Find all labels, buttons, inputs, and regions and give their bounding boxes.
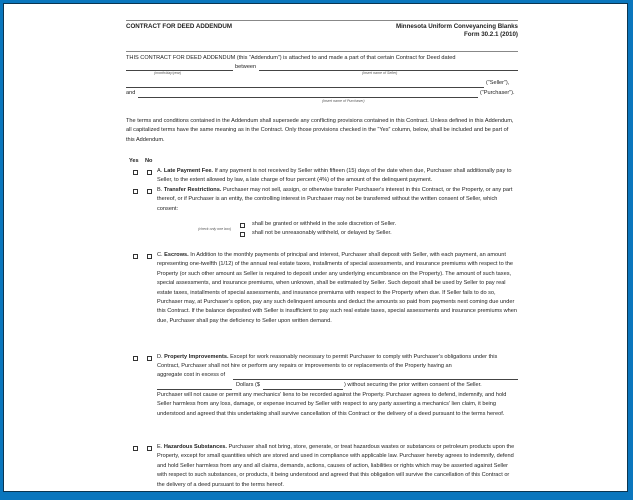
provision-c-text: In Addition to the monthly payments of principal and interest, Purchaser shall deposit with Seller, with each payment, an amount representing one-twelfth (1/12) of the annual real estate taxes, installments of special assessments, and insurance premiums with respect to the Property (or such other amount as Seller is required to deposit under any underlying encumbrance on the Property). The amount of such taxes, special assessments, and insurance premiums, when unknown, shall be estimated by Seller. Such deposit shall be used by Seller to pay real estate taxes, installments of special assessments, and insurance premiums with respect to the Property when due. If Seller fails to do so, Purchaser may, at Purchaser's option, pay any such delinquent amounts and deduct the amounts so paid from payments next coming due under this Contract. If the balance deposited with Seller is insufficient to pay such real estate taxes, special assessments and insurance premiums when due, Purchaser shall pay the deficiency to Seller upon written demand. xyxy=(157,252,517,324)
provision-d-title: Property Improvements. xyxy=(164,354,229,360)
date-hint: (month/day/year) xyxy=(154,71,182,75)
provision-c xyxy=(157,251,517,326)
provision-a-title: Late Payment Fee. xyxy=(163,168,213,174)
provision-a-text: If any payment is not received by Seller within fifteen (15) days of the date when due, Purchaser shall additionally pay to Seller, to the extent allowed by law, a late charge of four percent (4%) of the amount of the delinquent payment. xyxy=(157,168,512,184)
provision-e xyxy=(157,443,517,490)
seller-hint: (insert name of Seller) xyxy=(362,71,398,75)
provision-d-text-2: Purchaser will not cause or permit any mechanics' liens to be recorded against the Property. Purchaser agrees to defend, indemnify, and hold Seller harmless from any loss, damage, or expense incurred by Seller with respect to any party asserting a mechanics' lien claim, it being understood and agreed that this undertaking shall survive cancellation of this Contract or the delivery of a deed pursuant to the terms hereof. xyxy=(157,392,507,417)
aggregate-cost-label: aggregate cost in excess of xyxy=(157,372,226,378)
provision-b xyxy=(157,186,517,214)
provision-d-no-checkbox[interactable] xyxy=(147,356,152,361)
document-title: CONTRACT FOR DEED ADDENDUM xyxy=(126,23,232,30)
consent-option-2-checkbox[interactable] xyxy=(240,232,245,237)
aggregate-cost-amount-field[interactable] xyxy=(263,389,343,390)
dollars-label: Dollars ($ xyxy=(236,382,260,388)
consent-requirement: ) without securing the prior written consent of the Seller. xyxy=(344,382,482,388)
provision-a xyxy=(157,167,517,186)
provision-b-title: Transfer Restrictions. xyxy=(163,187,222,193)
consent-option-1: shall be granted or withheld in the sole discretion of Seller. xyxy=(252,221,397,227)
provision-d xyxy=(157,353,517,372)
publisher-name: Minnesota Uniform Conveyancing Blanks xyxy=(395,23,518,30)
document-frame xyxy=(3,3,628,492)
provision-e-text: Purchaser shall not bring, store, generate, or treat hazardous wastes or substances or petroleum products upon the Property, except for small quantities which are stored and used in compliance with applicable law. Purchaser hereby agrees to indemnify, defend and hold Seller harmless from any and all claims, demands, actions, causes of action, liabilities or rights which may be asserted against Seller with respect to such substances, or products, it being understood and agreed that this obligation will survive the cancellation of this Contract or the delivery of a deed pursuant to the terms hereof. xyxy=(157,444,515,488)
aggregate-cost-words-field[interactable] xyxy=(233,379,518,380)
consent-option-2: shall not be unreasonably withheld, or delayed by Seller. xyxy=(252,230,392,236)
provision-a-yes-checkbox[interactable] xyxy=(133,170,138,175)
intro-line: THIS CONTRACT FOR DEED ADDENDUM (this “Addendum”) is attached to and made a part of that certain Contract for Deed dated xyxy=(126,55,456,61)
yes-column-header: Yes xyxy=(129,158,139,164)
seller-name-field-2[interactable] xyxy=(126,87,484,88)
provision-d-letter: D. xyxy=(157,354,163,360)
check-one-hint: (check only one box) xyxy=(198,227,232,231)
seller-suffix: (“Seller”), xyxy=(486,80,510,86)
purchaser-name-field[interactable] xyxy=(138,97,478,98)
provision-e-title: Hazardous Substances. xyxy=(163,444,227,450)
aggregate-cost-words-field-2[interactable] xyxy=(157,389,232,390)
provision-a-no-checkbox[interactable] xyxy=(147,170,152,175)
purchaser-suffix: (“Purchaser”). xyxy=(480,90,515,96)
provision-e-no-checkbox[interactable] xyxy=(147,446,152,451)
provision-e-yes-checkbox[interactable] xyxy=(133,446,138,451)
form-identifier xyxy=(396,23,518,39)
provision-b-text: Purchaser may not sell, assign, or otherwise transfer Purchaser's interest in this Contract, or the Property, or any part thereof, or if Purchaser is an entity, the controlling interest in Purchaser may not be transferred without the written consent of Seller, which consent: xyxy=(157,187,513,212)
provision-e-letter: E. xyxy=(157,444,163,450)
form-number: Form 30.2.1 (2010) xyxy=(464,31,518,38)
and-label: and xyxy=(126,90,136,96)
provision-d-text: Except for work reasonably necessary to permit Purchaser to comply with Purchaser's obligations under this Contract, Purchaser shall not hire or perform any repairs or improvements to or replacements of the Property having an xyxy=(157,354,498,370)
between-label: between xyxy=(235,64,257,70)
consent-option-1-checkbox[interactable] xyxy=(240,223,245,228)
provision-b-letter: B. xyxy=(157,187,163,193)
provision-b-no-checkbox[interactable] xyxy=(147,189,152,194)
provision-c-no-checkbox[interactable] xyxy=(147,254,152,259)
terms-paragraph: The terms and conditions contained in the Addendum shall supersede any conflicting provisions contained in this Contract. Unless defined in this Addendum, all capitalized terms have the same meaning as in the Contract. Only those provisions checked in the “Yes” column, below, shall be included and be part of this Addendum. xyxy=(126,118,514,143)
document-header xyxy=(126,20,518,52)
provision-a-letter: A. xyxy=(157,168,163,174)
provision-b-yes-checkbox[interactable] xyxy=(133,189,138,194)
provision-c-letter: C. xyxy=(157,252,163,258)
purchaser-hint: (insert name of Purchaser) xyxy=(322,99,365,103)
provision-d-continued xyxy=(157,391,517,419)
provision-c-yes-checkbox[interactable] xyxy=(133,254,138,259)
provision-c-title: Escrows. xyxy=(164,252,189,258)
no-column-header: No xyxy=(145,158,153,164)
provision-d-yes-checkbox[interactable] xyxy=(133,356,138,361)
